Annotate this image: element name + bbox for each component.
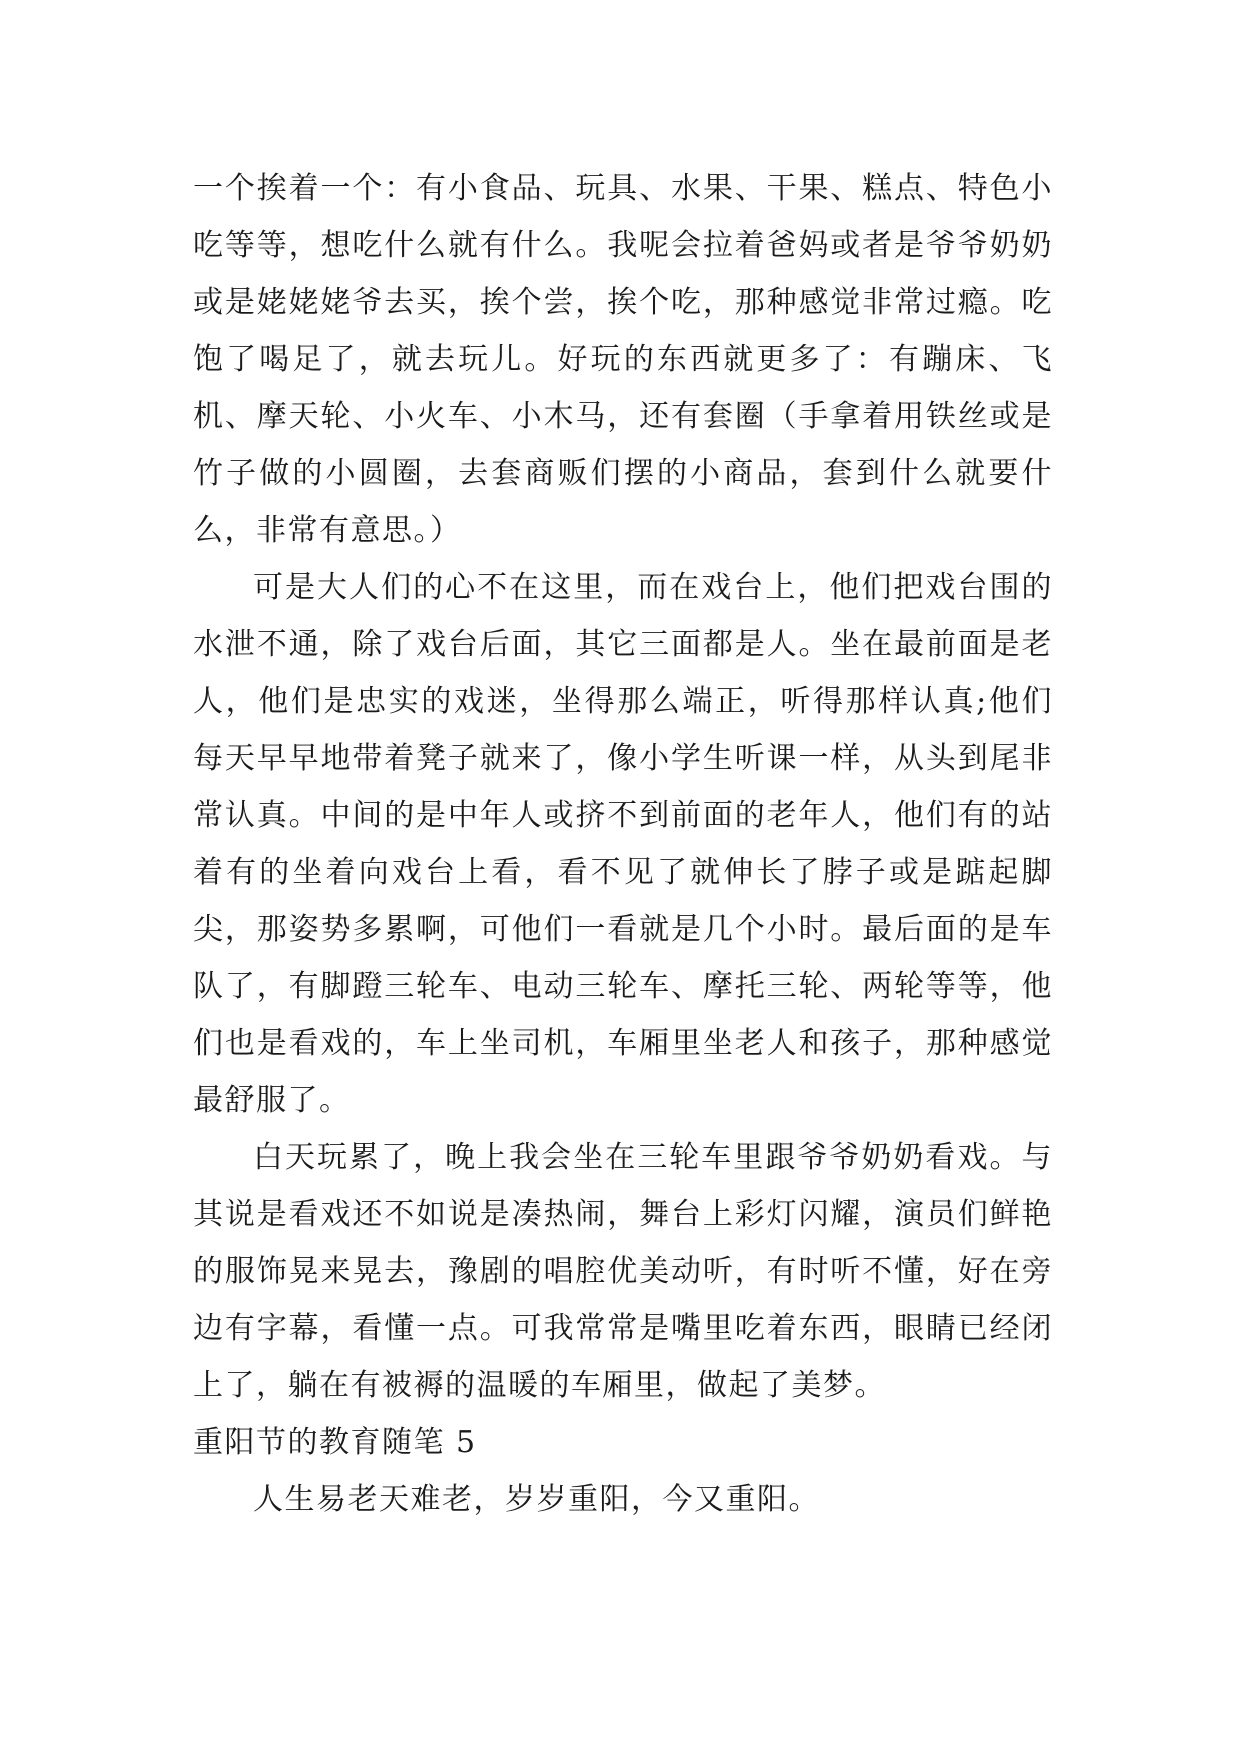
paragraph-3: 白天玩累了，晚上我会坐在三轮车里跟爷爷奶奶看戏。与其说是看戏还不如说是凑热闹，舞台上彩灯闪耀，演员们鲜艳的服饰晃来晃去，豫剧的唱腔优美动听，有时听不懂，好在旁边有字幕，看懂一点。可我常常是嘴里吃着东西，眼睛已经闭上了，躺在有被褥的温暖的车厢里，做起了美梦。: [193, 1140, 1053, 1403]
paragraph-1: 一个挨着一个：有小食品、玩具、水果、干果、糕点、特色小吃等等，想吃什么就有什么。我呢会拉着爸妈或者是爷爷奶奶或是姥姥姥爷去买，挨个尝，挨个吃，那种感觉非常过瘾。吃饱了喝足了，就去玩儿。好玩的东西就更多了：有蹦床、飞机、摩天轮、小火车、小木马，还有套圈（手拿着用铁丝或是竹子做的小圆圈，去套商贩们摆的小商品，套到什么就要什么，非常有意思。）: [193, 171, 1053, 548]
section-title: 重阳节的教育随笔 5: [193, 1425, 477, 1460]
paragraph-4: 人生易老天难老，岁岁重阳，今又重阳。: [253, 1482, 820, 1517]
document-body: [193, 160, 1053, 1528]
paragraph-2: 可是大人们的心不在这里，而在戏台上，他们把戏台围的水泄不通，除了戏台后面，其它三面都是人。坐在最前面是老人，他们是忠实的戏迷，坐得那么端正，听得那样认真;他们每天早早地带着凳子就来了，像小学生听课一样，从头到尾非常认真。中间的是中年人或挤不到前面的老年人，他们有的站着有的坐着向戏台上看，看不见了就伸长了脖子或是踮起脚尖，那姿势多累啊，可他们一看就是几个小时。最后面的是车队了，有脚蹬三轮车、电动三轮车、摩托三轮、两轮等等，他们也是看戏的，车上坐司机，车厢里坐老人和孩子，那种感觉最舒服了。: [193, 570, 1053, 1118]
